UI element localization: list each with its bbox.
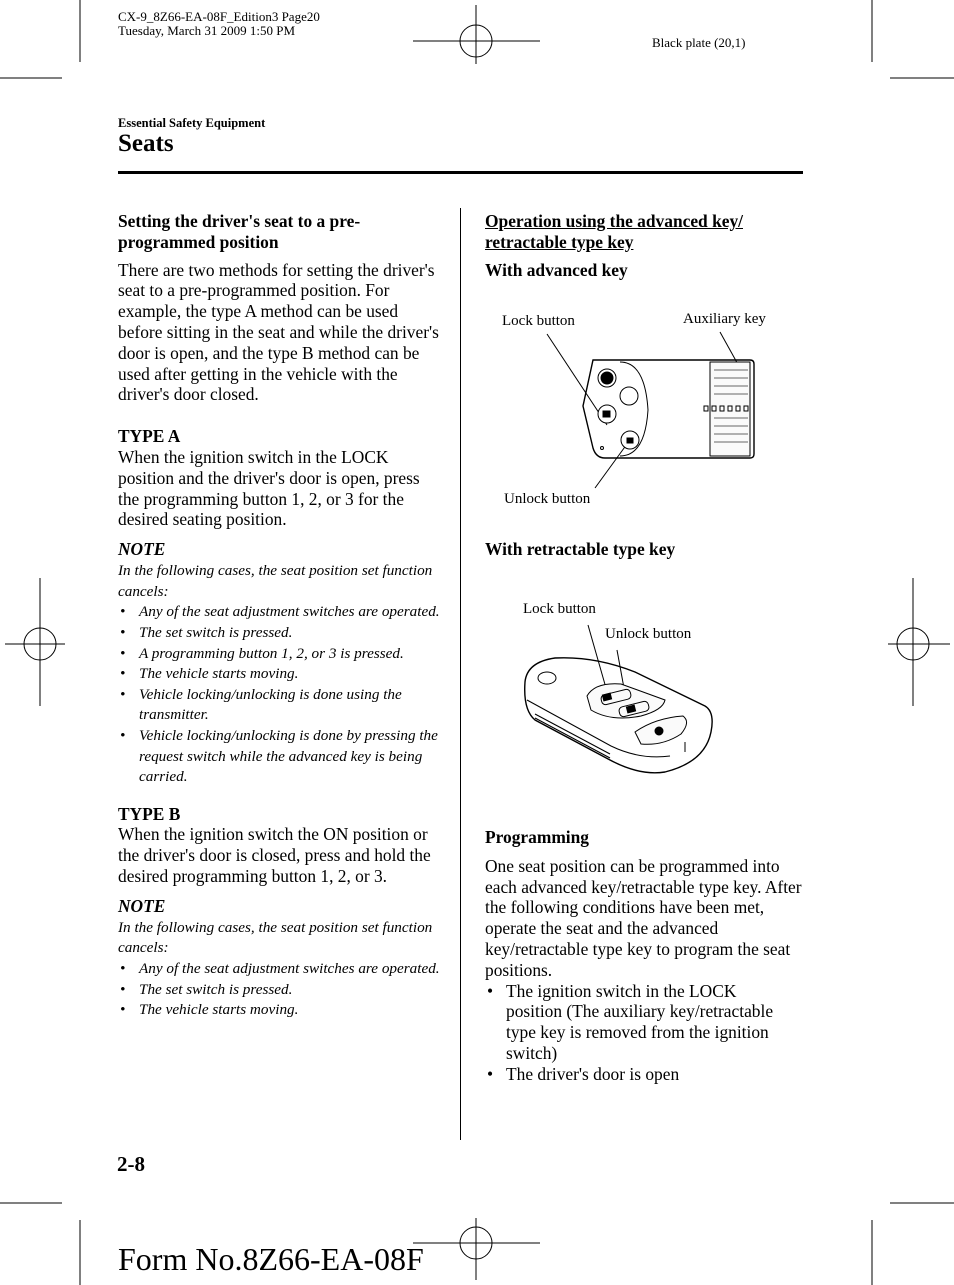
bullet-icon: • xyxy=(120,980,126,998)
programming-title: Programming xyxy=(485,827,590,847)
bullet-icon: • xyxy=(120,603,126,621)
column-divider xyxy=(460,208,461,1140)
retractable-unlock-label: Unlock button xyxy=(605,626,692,642)
advanced-key-illustration xyxy=(480,300,780,500)
section-category: Essential Safety Equipment xyxy=(118,116,266,130)
programming-section xyxy=(485,827,805,1085)
advanced-key-title: With advanced key xyxy=(485,260,628,280)
advanced-unlock-label: Unlock button xyxy=(504,491,591,507)
intro-paragraph: There are two methods for setting the driver's seat to a pre-programmed position. For example, the type A method can be used before sitting in the seat and while the driver's door is open, and the type B method can be used after getting in the vehicle with the driver's door closed. xyxy=(118,259,439,405)
type-a-text: When the ignition switch in the LOCK position and the driver's door is open, press the programming button 1, 2, or 3 for the desired seating position. xyxy=(118,446,420,530)
list-item: • The ignition switch in the LOCK position (The auxiliary key/retractable type key is removed from the ignition switch) xyxy=(487,980,774,1063)
advanced-aux-label: Auxiliary key xyxy=(683,311,766,327)
retractable-key-title: With retractable type key xyxy=(485,539,676,559)
programming-text: One seat position can be programmed into each advanced key/retractable type key. After the following conditions have been met, operate the seat and the advanced key/retractable type key to program the seat positions. xyxy=(485,855,802,980)
right-heading: Operation using the advanced key/ retractable type key xyxy=(485,211,743,252)
retractable-lock-label: Lock button xyxy=(523,601,596,617)
page-title: Seats xyxy=(118,130,174,157)
file-line-2: Tuesday, March 31 2009 1:50 PM xyxy=(118,23,296,38)
note-b-intro: In the following cases, the seat position set function cancels: xyxy=(118,918,433,957)
left-column xyxy=(118,211,440,1021)
bullet-icon: • xyxy=(120,623,126,641)
note-a-title: NOTE xyxy=(118,539,166,560)
bullet-icon: • xyxy=(120,1001,126,1019)
bullet-icon: • xyxy=(487,980,494,1001)
bullet-icon: • xyxy=(120,960,126,978)
left-heading: Setting the driver's seat to a pre-programmed position xyxy=(118,211,361,252)
retractable-key-illustration xyxy=(515,610,725,785)
type-b-title: TYPE B xyxy=(118,803,181,824)
file-line-1: CX-9_8Z66-EA-08F_Edition3 Page20 xyxy=(118,9,320,24)
note-a-intro: In the following cases, the seat position set function cancels: xyxy=(118,562,433,600)
advanced-lock-label: Lock button xyxy=(502,313,575,329)
bullet-icon: • xyxy=(120,685,126,703)
bullet-icon: • xyxy=(487,1063,494,1084)
note-b-list xyxy=(118,959,440,1021)
list-item: • Any of the seat adjustment switches are operated. xyxy=(118,959,440,980)
list-item: • Vehicle locking/unlocking is done using the transmitter. xyxy=(120,685,402,724)
plate-info: Black plate (20,1) xyxy=(652,35,746,50)
list-item: • The set switch is pressed. xyxy=(118,623,440,644)
bullet-icon: • xyxy=(120,726,126,744)
form-number: Form No.8Z66-EA-08F xyxy=(118,1241,424,1277)
bullet-icon: • xyxy=(120,644,126,662)
note-a-list xyxy=(118,602,440,787)
programming-list xyxy=(485,981,805,1085)
title-rule xyxy=(118,171,803,174)
type-a-title: TYPE A xyxy=(118,426,181,447)
list-item: • The vehicle starts moving. xyxy=(118,1000,440,1021)
list-item: • A programming button 1, 2, or 3 is pressed. xyxy=(118,644,440,665)
file-info xyxy=(118,10,320,38)
note-b-title: NOTE xyxy=(118,895,166,916)
type-b-text: When the ignition switch the ON position or the driver's door is closed, press and hold the desired programming button 1, 2, or 3. xyxy=(118,824,431,887)
list-item: • Vehicle locking/unlocking is done by pressing the request switch while the advanced key is being carried. xyxy=(120,726,438,786)
list-item: • The set switch is pressed. xyxy=(118,980,440,1001)
list-item: • The driver's door is open xyxy=(487,1063,680,1084)
bullet-icon: • xyxy=(120,665,126,683)
list-item: • The vehicle starts moving. xyxy=(118,664,440,685)
page-number: 2-8 xyxy=(117,1152,145,1176)
list-item: • Any of the seat adjustment switches are operated. xyxy=(118,602,440,623)
